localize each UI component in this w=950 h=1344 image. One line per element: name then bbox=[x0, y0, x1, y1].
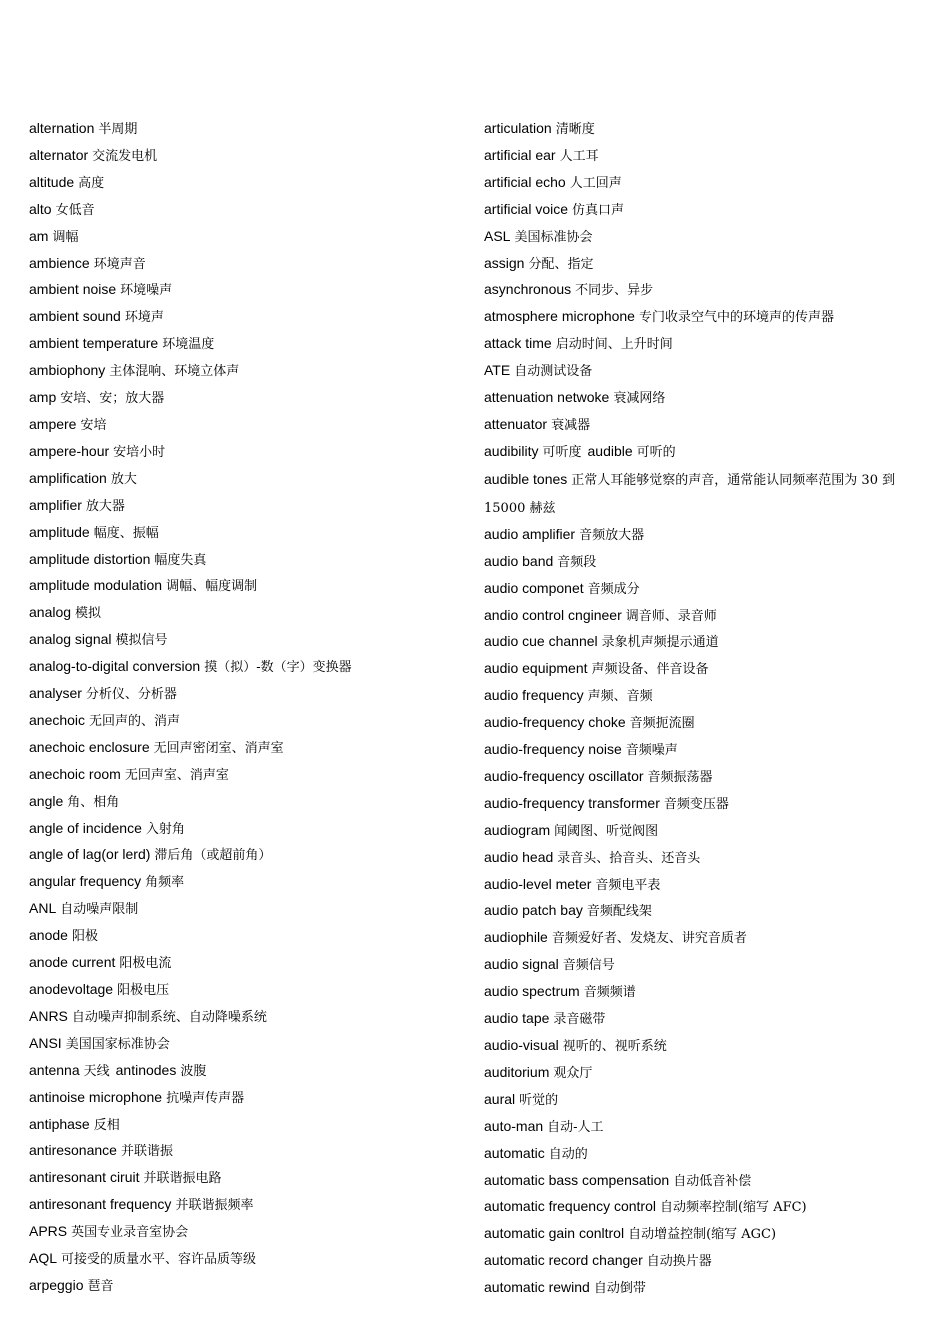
entry-definition: 音频信号 bbox=[562, 958, 615, 974]
entry-term: antinodes bbox=[115, 1061, 177, 1078]
glossary-entry bbox=[29, 1138, 459, 1165]
entry-definition: 音频变压器 bbox=[663, 796, 729, 812]
glossary-entry bbox=[29, 277, 459, 304]
glossary-entry bbox=[484, 1168, 924, 1195]
entry-definition: 音频扼流圈 bbox=[629, 716, 695, 732]
entry-term: audiophile bbox=[484, 929, 548, 946]
glossary-entry bbox=[484, 764, 924, 791]
glossary-entry bbox=[484, 1033, 924, 1060]
entry-term: amp bbox=[29, 389, 57, 406]
entry-term: auto-man bbox=[484, 1117, 544, 1134]
entry-term: AQL bbox=[29, 1250, 58, 1267]
entry-term: amplitude modulation bbox=[29, 577, 163, 594]
glossary-entry bbox=[29, 520, 459, 547]
entry-term: anode bbox=[29, 927, 68, 944]
glossary-entry bbox=[29, 197, 459, 224]
entry-term: asynchronous bbox=[484, 281, 572, 298]
glossary-entry bbox=[484, 143, 924, 170]
entry-term: antiresonant ciruit bbox=[29, 1169, 140, 1186]
glossary-entry bbox=[484, 925, 924, 952]
entry-term: automatic record changer bbox=[484, 1252, 643, 1269]
entry-term: antenna bbox=[29, 1061, 80, 1078]
entry-term: attenuation netwoke bbox=[484, 389, 610, 406]
glossary-entry bbox=[29, 681, 459, 708]
entry-term: audio cue channel bbox=[484, 633, 598, 650]
glossary-entry bbox=[484, 116, 924, 143]
entry-term: anodevoltage bbox=[29, 981, 114, 997]
entry-definition: 自动的 bbox=[548, 1146, 588, 1162]
glossary-entry bbox=[484, 710, 924, 737]
entry-definition: 阳极 bbox=[71, 929, 98, 945]
glossary-entry bbox=[484, 549, 924, 576]
glossary-entry bbox=[29, 1004, 459, 1031]
entry-definition: 录音头、拾音头、还音头 bbox=[557, 850, 701, 866]
entry-term: audiogram bbox=[484, 821, 551, 838]
glossary-entry bbox=[29, 1165, 459, 1192]
glossary-entry bbox=[484, 331, 924, 358]
entry-definition: 录象机声频提示通道 bbox=[601, 635, 719, 651]
entry-term: audible tones bbox=[484, 470, 568, 487]
entry-term: automatic gain conltrol bbox=[484, 1225, 625, 1242]
glossary-entry bbox=[484, 952, 924, 979]
entry-definition: 可接受的质量水平、容许品质等级 bbox=[61, 1252, 257, 1268]
entry-definition: 观众厅 bbox=[553, 1065, 593, 1081]
entry-term: artificial echo bbox=[484, 173, 566, 190]
glossary-entry bbox=[484, 979, 924, 1006]
entry-term: am bbox=[29, 227, 49, 244]
glossary-entry bbox=[484, 1087, 924, 1114]
entry-term: angular frequency bbox=[29, 873, 142, 890]
glossary-entry bbox=[29, 466, 459, 493]
entry-term: amplitude bbox=[29, 523, 90, 540]
entry-term: anechoic enclosure bbox=[29, 738, 150, 755]
entry-term: ambient temperature bbox=[29, 335, 159, 352]
entry-term: analog bbox=[29, 604, 72, 621]
entry-term: analog-to-digital conversion bbox=[29, 658, 201, 675]
entry-term: angle of incidence bbox=[29, 819, 142, 836]
glossary-entry bbox=[484, 358, 924, 385]
glossary-entry bbox=[29, 708, 459, 735]
entry-definition: 音频频谱 bbox=[583, 985, 636, 1001]
entry-term: audio equipment bbox=[484, 660, 588, 677]
entry-definition: 自动增益控制(缩写 AGC) bbox=[628, 1227, 777, 1243]
entry-definition: 环境温度 bbox=[162, 337, 215, 353]
entry-definition: 可听的 bbox=[636, 444, 676, 460]
glossary-entry bbox=[484, 1248, 924, 1275]
entry-term: audio spectrum bbox=[484, 983, 580, 1000]
entry-definition: 琶音 bbox=[87, 1278, 114, 1294]
entry-definition: 声频设备、伴音设备 bbox=[591, 662, 709, 678]
entry-definition: 清晰度 bbox=[555, 122, 595, 137]
right-column bbox=[484, 116, 924, 1302]
entry-term: audio-frequency choke bbox=[484, 714, 626, 731]
glossary-entry bbox=[29, 762, 459, 789]
entry-term: ANL bbox=[29, 900, 57, 917]
entry-term: ASL bbox=[484, 227, 511, 244]
entry-definition: 高度 bbox=[78, 175, 105, 191]
entry-term: antiresonant frequency bbox=[29, 1196, 172, 1213]
entry-definition: 人工耳 bbox=[559, 148, 599, 164]
entry-definition: 环境噪声 bbox=[120, 283, 173, 299]
glossary-entry bbox=[29, 170, 459, 197]
entry-term: automatic bbox=[484, 1144, 545, 1161]
entry-term: audio-visual bbox=[484, 1037, 559, 1053]
entry-definition: 模拟信号 bbox=[115, 633, 168, 649]
entry-definition: 幅度、振幅 bbox=[93, 525, 159, 541]
entry-term: articulation bbox=[484, 120, 552, 136]
entry-term: analyser bbox=[29, 685, 82, 702]
entry-definition: 衰减网络 bbox=[613, 391, 666, 407]
entry-term: audio componet bbox=[484, 579, 584, 596]
entry-term: amplitude distortion bbox=[29, 550, 151, 567]
glossary-entry bbox=[484, 251, 924, 278]
glossary-entry bbox=[29, 1246, 459, 1273]
glossary-entry bbox=[29, 547, 459, 574]
glossary-entry bbox=[484, 603, 924, 630]
glossary-entry bbox=[29, 573, 459, 600]
glossary-entry bbox=[29, 493, 459, 520]
glossary-entry bbox=[484, 412, 924, 439]
glossary-entry bbox=[29, 654, 459, 681]
entry-term: amplification bbox=[29, 469, 107, 486]
glossary-entry bbox=[29, 385, 459, 412]
glossary-entry bbox=[29, 600, 459, 627]
entry-definition: 音频段 bbox=[557, 554, 597, 570]
entry-definition: 正常人耳能够觉察的声音，通常能认同频率范围为 30 到 15000 赫兹 bbox=[484, 472, 896, 516]
glossary-entry bbox=[484, 197, 924, 224]
entry-term: altitude bbox=[29, 173, 75, 190]
entry-definition: 分析仪、分析器 bbox=[85, 687, 177, 703]
glossary-entry bbox=[484, 629, 924, 656]
entry-term: audible bbox=[587, 442, 633, 459]
entry-term: antinoise microphone bbox=[29, 1088, 163, 1105]
entry-definition: 模拟 bbox=[75, 606, 102, 622]
glossary-entry bbox=[29, 735, 459, 762]
entry-definition: 半周期 bbox=[98, 122, 138, 137]
glossary-entry bbox=[29, 331, 459, 358]
entry-definition: 不同步、异步 bbox=[575, 283, 654, 299]
entry-definition: 安培、安；放大器 bbox=[60, 391, 165, 407]
glossary-entry bbox=[29, 1112, 459, 1139]
entry-definition: 反相 bbox=[93, 1117, 120, 1133]
entry-definition: 自动换片器 bbox=[646, 1254, 712, 1270]
entry-definition: 无回声的、消声 bbox=[89, 713, 181, 729]
entry-term: alternator bbox=[29, 146, 89, 163]
entry-definition: 并联谐振电路 bbox=[143, 1171, 222, 1187]
entry-definition: 英国专业录音室协会 bbox=[71, 1225, 189, 1241]
glossary-entry bbox=[29, 950, 459, 977]
glossary-entry bbox=[484, 304, 924, 331]
entry-definition: 音频爱好者、发烧友、讲究音质者 bbox=[551, 931, 747, 947]
glossary-entry bbox=[29, 116, 459, 143]
entry-definition: 环境声 bbox=[124, 310, 164, 326]
entry-term: automatic bass compensation bbox=[484, 1171, 670, 1188]
entry-definition: 交流发电机 bbox=[92, 148, 158, 164]
glossary-entry bbox=[484, 737, 924, 764]
entry-definition: 并联谐振 bbox=[120, 1144, 173, 1160]
entry-term: antiphase bbox=[29, 1115, 90, 1132]
glossary-entry bbox=[29, 627, 459, 654]
entry-term: alternation bbox=[29, 120, 95, 136]
glossary-entry bbox=[484, 576, 924, 603]
entry-definition: 专门收录空气中的环境声的传声器 bbox=[638, 310, 834, 326]
entry-term: angle of lag(or lerd) bbox=[29, 846, 151, 863]
entry-term: audibility bbox=[484, 442, 539, 459]
entry-term: ambient noise bbox=[29, 281, 117, 298]
entry-definition: 摸（拟）-数（字）变换器 bbox=[204, 660, 352, 676]
entry-definition: 闻阈图、听觉阀图 bbox=[554, 823, 659, 839]
entry-definition: 并联谐振频率 bbox=[175, 1198, 254, 1214]
entry-definition: 放大 bbox=[110, 471, 137, 487]
entry-definition: 衰减器 bbox=[551, 417, 591, 433]
entry-term: ambience bbox=[29, 254, 90, 271]
glossary-entry bbox=[29, 869, 459, 896]
entry-term: audio-frequency noise bbox=[484, 741, 622, 758]
glossary-entry bbox=[484, 439, 924, 466]
glossary-entry bbox=[29, 896, 459, 923]
entry-definition: 无回声密闭室、消声室 bbox=[153, 740, 284, 756]
entry-definition: 阳极电压 bbox=[117, 983, 170, 998]
entry-definition: 幅度失真 bbox=[154, 552, 207, 568]
entry-definition: 角频率 bbox=[145, 875, 185, 891]
entry-definition: 声频、音频 bbox=[587, 689, 653, 705]
entry-term: audio-level meter bbox=[484, 875, 592, 892]
entry-term: automatic rewind bbox=[484, 1279, 590, 1296]
entry-term: aural bbox=[484, 1090, 516, 1107]
entry-term: analog signal bbox=[29, 631, 112, 648]
entry-term: audio amplifier bbox=[484, 525, 576, 542]
entry-definition: 阳极电流 bbox=[119, 956, 172, 972]
entry-term: ampere bbox=[29, 415, 77, 432]
entry-term: andio control cngineer bbox=[484, 606, 622, 623]
entry-term: audio tape bbox=[484, 1010, 550, 1027]
entry-definition: 美国国家标准协会 bbox=[65, 1036, 170, 1052]
entry-term: APRS bbox=[29, 1223, 68, 1240]
entry-term: audio patch bay bbox=[484, 902, 583, 919]
glossary-entry bbox=[484, 1221, 924, 1248]
entry-definition: 音频噪声 bbox=[625, 743, 678, 759]
glossary-entry bbox=[29, 224, 459, 251]
glossary-entry bbox=[484, 522, 924, 549]
entry-definition: 音频振荡器 bbox=[647, 769, 713, 785]
entry-definition: 听觉的 bbox=[519, 1092, 559, 1108]
entry-term: ampere-hour bbox=[29, 442, 110, 459]
entry-definition: 分配、指定 bbox=[528, 256, 594, 272]
entry-term: atmosphere microphone bbox=[484, 308, 635, 325]
glossary-entry bbox=[29, 842, 459, 869]
left-column bbox=[29, 116, 459, 1300]
glossary-entry bbox=[484, 872, 924, 899]
glossary-entry bbox=[484, 1275, 924, 1302]
entry-definition: 调音师、录音师 bbox=[625, 608, 717, 624]
entry-definition: 安培小时 bbox=[113, 444, 166, 460]
entry-term: anode current bbox=[29, 954, 116, 971]
entry-definition: 主体混响、环境立体声 bbox=[109, 364, 240, 380]
entry-term: audio head bbox=[484, 848, 554, 865]
glossary-entry bbox=[29, 923, 459, 950]
entry-definition: 滞后角（或超前角） bbox=[154, 848, 272, 864]
entry-definition: 视听的、视听系统 bbox=[562, 1039, 667, 1054]
entry-definition: 音频成分 bbox=[587, 581, 640, 597]
glossary-entry bbox=[484, 898, 924, 925]
glossary-entry bbox=[484, 170, 924, 197]
glossary-entry bbox=[29, 1058, 459, 1085]
entry-definition: 自动倒带 bbox=[593, 1281, 646, 1297]
entry-definition: 自动频率控制(缩写 AFC) bbox=[659, 1200, 807, 1216]
entry-definition: 自动测试设备 bbox=[514, 364, 593, 380]
glossary-entry bbox=[484, 1060, 924, 1087]
glossary-entry bbox=[29, 304, 459, 331]
entry-definition: 调幅、幅度调制 bbox=[166, 579, 258, 595]
entry-definition: 入射角 bbox=[145, 821, 185, 837]
entry-definition: 安培 bbox=[80, 417, 107, 433]
entry-term: anechoic bbox=[29, 711, 86, 728]
glossary-entry bbox=[29, 1085, 459, 1112]
entry-term: audio-frequency oscillator bbox=[484, 767, 644, 784]
entry-term: audio frequency bbox=[484, 687, 584, 704]
entry-definition: 波腹 bbox=[180, 1063, 207, 1079]
entry-definition: 抗噪声传声器 bbox=[166, 1090, 245, 1106]
entry-term: alto bbox=[29, 200, 52, 217]
entry-term: audio signal bbox=[484, 956, 559, 973]
entry-definition: 人工回声 bbox=[569, 175, 622, 191]
entry-definition: 环境声音 bbox=[93, 256, 146, 272]
glossary-entry bbox=[484, 224, 924, 251]
entry-term: artificial ear bbox=[484, 146, 556, 163]
entry-term: artificial voice bbox=[484, 200, 569, 217]
entry-term: amplifier bbox=[29, 496, 82, 513]
entry-term: attenuator bbox=[484, 415, 548, 432]
entry-definition: 启动时间、上升时间 bbox=[555, 337, 673, 353]
entry-term: ANRS bbox=[29, 1007, 68, 1024]
glossary-entry bbox=[29, 251, 459, 278]
entry-definition: 自动-人工 bbox=[547, 1119, 604, 1135]
entry-definition: 自动噪声限制 bbox=[60, 902, 139, 918]
glossary-entry bbox=[484, 791, 924, 818]
entry-definition: 音频放大器 bbox=[579, 527, 645, 543]
glossary-entry bbox=[29, 143, 459, 170]
entry-term: attack time bbox=[484, 335, 552, 352]
entry-definition: 调幅 bbox=[52, 229, 79, 245]
glossary-entry bbox=[29, 977, 459, 1004]
entry-term: ATE bbox=[484, 362, 511, 379]
entry-term: arpeggio bbox=[29, 1276, 84, 1293]
entry-term: angle bbox=[29, 792, 64, 809]
glossary-entry bbox=[484, 1194, 924, 1221]
glossary-entry bbox=[29, 1192, 459, 1219]
entry-definition: 音频电平表 bbox=[595, 877, 661, 893]
glossary-entry bbox=[484, 683, 924, 710]
glossary-entry bbox=[484, 818, 924, 845]
entry-term: auditorium bbox=[484, 1063, 550, 1080]
glossary-entry bbox=[29, 358, 459, 385]
entry-definition: 自动噪声抑制系统、自动降噪系统 bbox=[71, 1009, 267, 1025]
entry-definition: 角、相角 bbox=[67, 794, 120, 810]
glossary-entry bbox=[29, 1031, 459, 1058]
glossary-entry bbox=[484, 656, 924, 683]
entry-definition: 无回声室、消声室 bbox=[124, 767, 229, 783]
entry-term: ANSI bbox=[29, 1034, 62, 1051]
glossary-entry bbox=[484, 385, 924, 412]
glossary-entry bbox=[484, 277, 924, 304]
entry-term: assign bbox=[484, 254, 525, 271]
entry-term: anechoic room bbox=[29, 765, 121, 782]
entry-term: ambient sound bbox=[29, 308, 121, 325]
glossary-entry bbox=[29, 1219, 459, 1246]
glossary-entry bbox=[29, 1273, 459, 1300]
glossary-entry bbox=[29, 789, 459, 816]
glossary-entry bbox=[484, 1141, 924, 1168]
entry-definition: 音频配线架 bbox=[586, 904, 652, 920]
entry-definition: 天线 bbox=[83, 1063, 110, 1079]
glossary-entry bbox=[484, 1114, 924, 1141]
glossary-entry bbox=[484, 1006, 924, 1033]
entry-term: antiresonance bbox=[29, 1142, 117, 1159]
glossary-entry bbox=[29, 816, 459, 843]
glossary-entry bbox=[484, 845, 924, 872]
entry-definition: 自动低音补偿 bbox=[673, 1173, 752, 1189]
glossary-entry bbox=[29, 439, 459, 466]
entry-term: automatic frequency control bbox=[484, 1198, 656, 1215]
entry-term: ambiophony bbox=[29, 362, 106, 379]
glossary-entry bbox=[29, 412, 459, 439]
entry-definition: 录音磁带 bbox=[553, 1012, 606, 1028]
entry-term: audio band bbox=[484, 552, 554, 569]
entry-definition: 放大器 bbox=[85, 498, 125, 514]
entry-term: audio-frequency transformer bbox=[484, 794, 660, 811]
entry-definition: 可听度 bbox=[542, 444, 582, 460]
entry-definition: 仿真口声 bbox=[572, 202, 625, 218]
entry-definition: 女低音 bbox=[55, 202, 95, 218]
glossary-entry bbox=[484, 466, 924, 522]
entry-definition: 美国标准协会 bbox=[514, 229, 593, 245]
